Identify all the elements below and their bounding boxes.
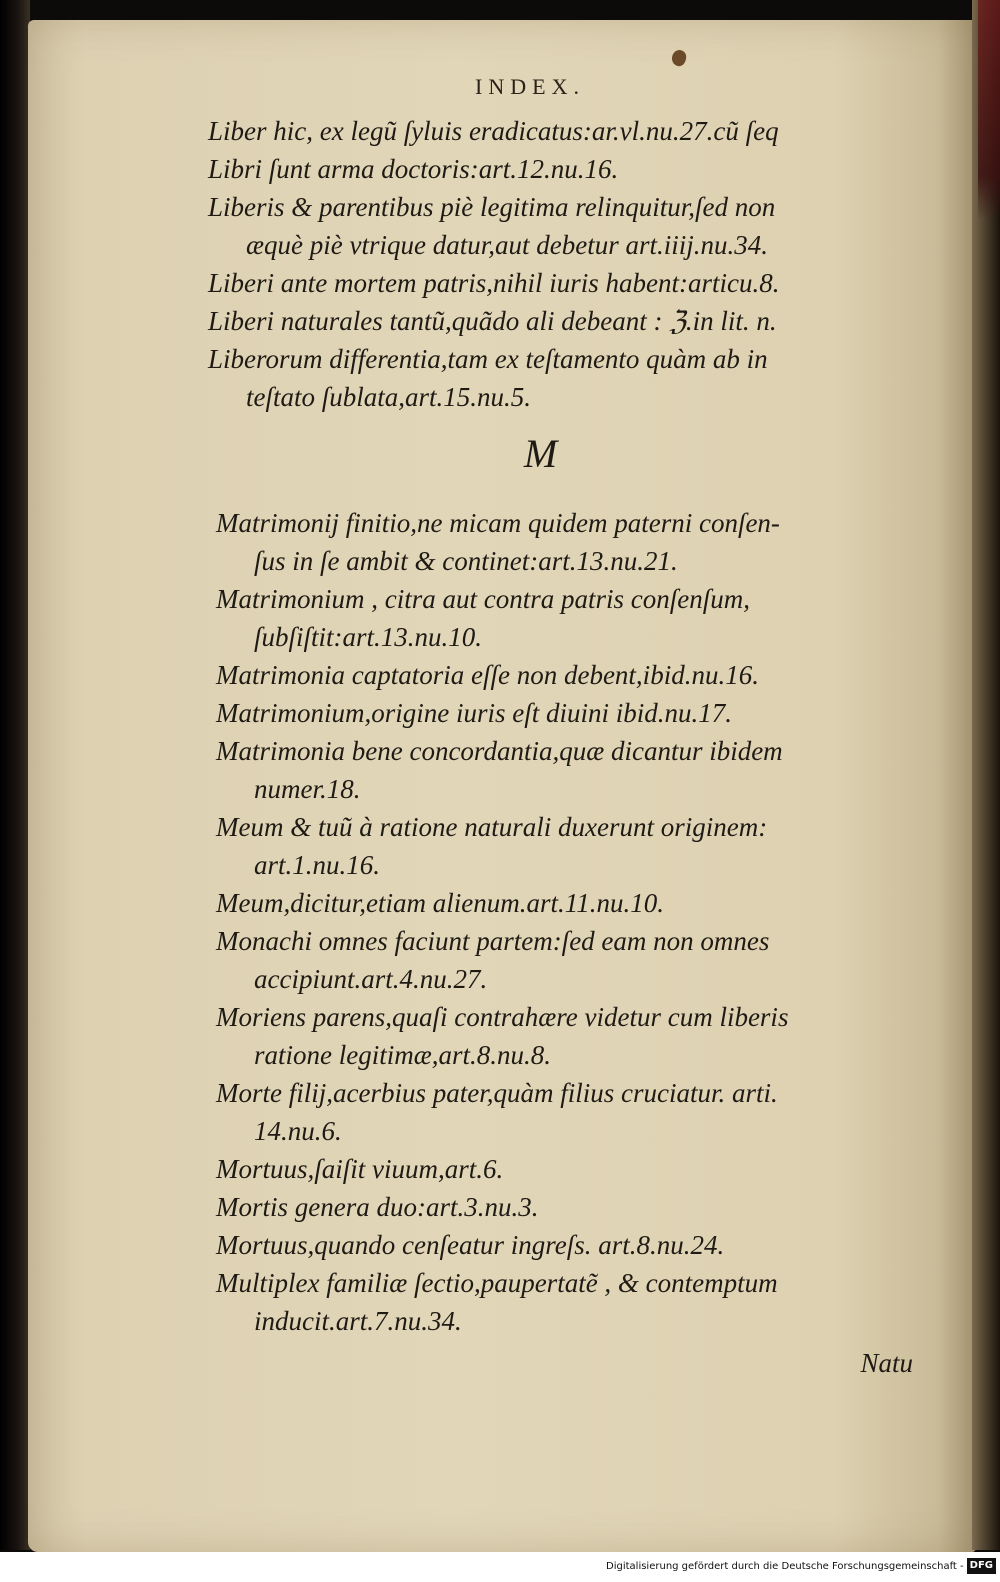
index-entry: [208, 340, 928, 416]
index-entry: [216, 1074, 928, 1150]
entry-line: Mortuus,quando cenſeatur ingreſs. art.8.nu.24.: [216, 1230, 725, 1260]
entry-line: Matrimonij finitio,ne micam quidem paterni conſen-: [216, 508, 780, 538]
entry-line: Mortis genera duo:art.3.nu.3.: [216, 1192, 539, 1222]
entry-line: Liberi ante mortem patris,nihil iuris habent:articu.8.: [208, 268, 780, 298]
index-entry: [208, 150, 928, 188]
entry-continuation: numer.18.: [254, 774, 361, 804]
entry-line: Liberis & parentibus piè legitima relinquitur,ſed non: [208, 192, 776, 222]
entry-line: Matrimonia bene concordantia,quæ dicantur ibidem: [216, 736, 783, 766]
dfg-logo: DFG: [967, 1558, 996, 1574]
index-entry: [216, 998, 928, 1074]
index-entry: [216, 1264, 928, 1340]
index-entry: [208, 302, 928, 340]
index-entry: [216, 922, 928, 998]
entry-line: Monachi omnes faciunt partem:ſed eam non omnes: [216, 926, 770, 956]
entry-line: Libri ſunt arma doctoris:art.12.nu.16.: [208, 154, 619, 184]
entry-line: Meum & tuũ à ratione naturali duxerunt originem:: [216, 812, 768, 842]
entry-line: Meum,dicitur,etiam alienum.art.11.nu.10.: [216, 888, 664, 918]
entry-line: Moriens parens,quaſi contrahære videtur cum liberis: [216, 1002, 789, 1032]
index-entry: [216, 1150, 928, 1188]
digitization-footer: [0, 1552, 1000, 1582]
entry-continuation: accipiunt.art.4.nu.27.: [254, 964, 488, 994]
entry-continuation: ſubſiſtit:art.13.nu.10.: [254, 622, 483, 652]
entry-continuation: 14.nu.6.: [254, 1116, 342, 1146]
index-entry: [216, 694, 928, 732]
entry-line: Multiplex familiæ ſectio,paupertatẽ , & contemptum: [216, 1268, 778, 1298]
catchword: Natu: [860, 1348, 913, 1378]
entry-line: Morte filij,acerbius pater,quàm filius cruciatur. arti.: [216, 1078, 778, 1108]
footer-text: Digitalisierung gefördert durch die Deutsche Forschungsgemeinschaft -: [606, 1561, 964, 1572]
index-entry: [216, 580, 928, 656]
index-entry: [208, 188, 928, 264]
binding-ribbon: [978, 0, 1000, 220]
index-entries: [208, 112, 928, 1382]
entry-continuation: ſus in ſe ambit & continet:art.13.nu.21.: [254, 546, 678, 576]
entry-continuation: teſtato ſublata,art.15.nu.5.: [246, 382, 532, 412]
entry-line: Matrimonium , citra aut contra patris conſenſum,: [216, 584, 750, 614]
index-entry: [208, 264, 928, 302]
entry-line: Liberi naturales tantũ,quãdo ali debeant : ℨ.in lit. n.: [208, 306, 777, 336]
letter-heading: M: [523, 431, 558, 476]
index-entry: [216, 884, 928, 922]
entry-line: Liberorum differentia,tam ex teſtamento quàm ab in: [208, 344, 768, 374]
index-entry: [216, 504, 928, 580]
entry-line: Liber hic, ex legũ ſyluis eradicatus:ar.vl.nu.27.cũ ſeq: [208, 116, 779, 146]
index-entry: [216, 656, 928, 694]
page-edge: [972, 0, 1000, 1550]
entry-line: Mortuus,ſaiſit viuum,art.6.: [216, 1154, 504, 1184]
entry-continuation: ratione legitimæ,art.8.nu.8.: [254, 1040, 551, 1070]
entry-line: Matrimonia captatoria eſſe non debent,ibid.nu.16.: [216, 660, 759, 690]
index-entry: [216, 1226, 928, 1264]
entry-continuation: æquè piè vtrique datur,aut debetur art.iiij.nu.34.: [246, 230, 768, 260]
index-entry: [216, 1188, 928, 1226]
running-header: INDEX.: [475, 74, 585, 99]
entry-line: Matrimonium,origine iuris eſt diuini ibid.nu.17.: [216, 698, 733, 728]
book-spine-shadow: [0, 0, 30, 1550]
entry-continuation: art.1.nu.16.: [254, 850, 381, 880]
index-entry: [216, 732, 928, 808]
section-l: [208, 112, 928, 416]
section-m: [208, 504, 928, 1340]
index-entry: [216, 808, 928, 884]
entry-continuation: inducit.art.7.nu.34.: [254, 1306, 462, 1336]
index-entry: [208, 112, 928, 150]
